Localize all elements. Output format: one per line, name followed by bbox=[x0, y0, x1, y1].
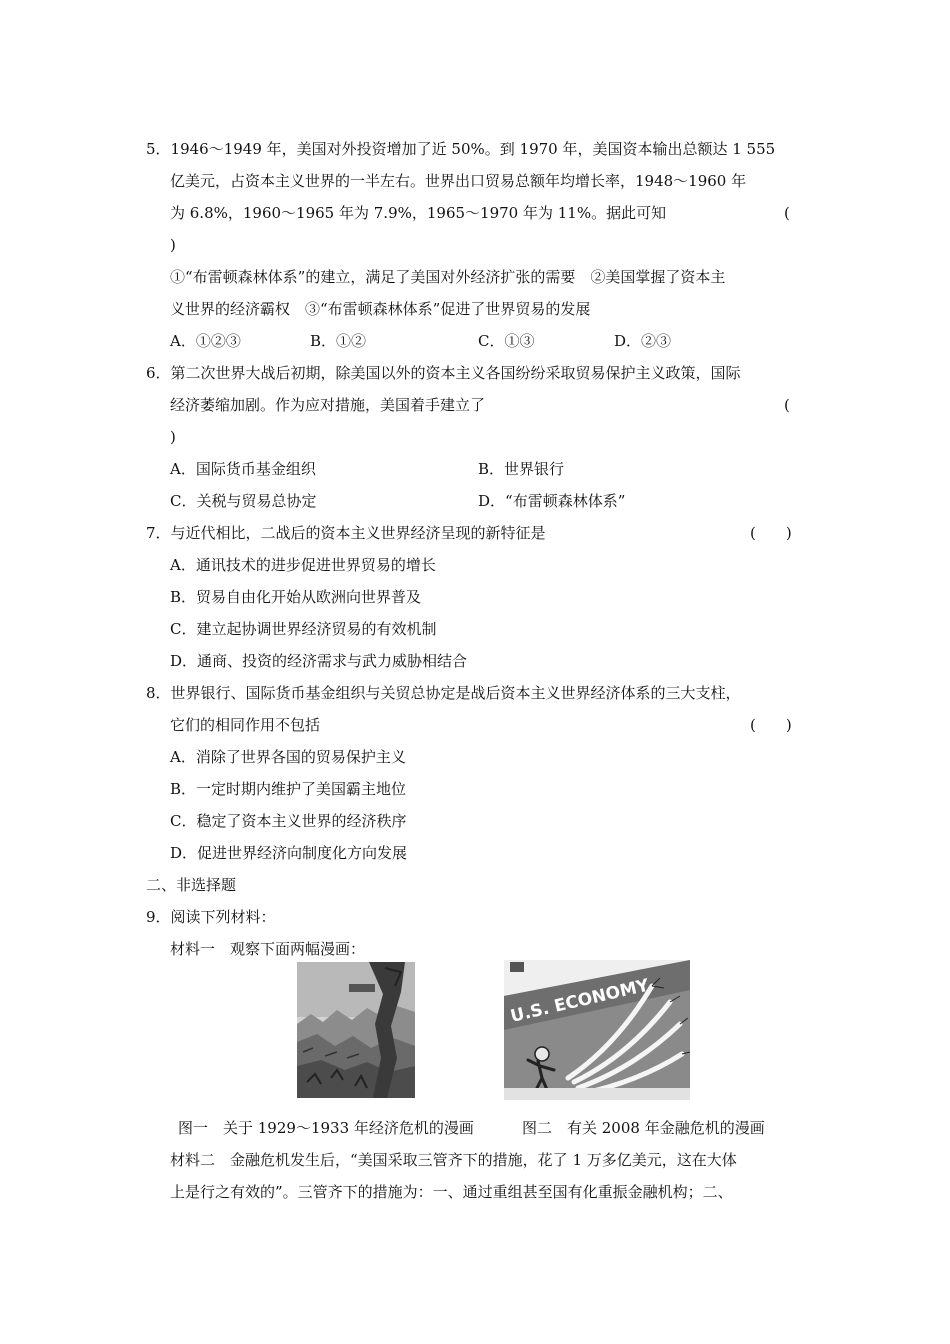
q8-line-1: 8．世界银行、国际货币基金组织与关贸总协定是战后资本主义世界经济体系的三大支柱， bbox=[146, 684, 741, 702]
q6-option-a: A．国际货币基金组织 bbox=[170, 460, 316, 478]
q7-line-1: 7．与近代相比，二战后的资本主义世界经济呈现的新特征是 bbox=[146, 524, 546, 542]
q6-line-2: 经济萎缩加剧。作为应对措施，美国着手建立了 bbox=[170, 396, 486, 414]
cartoon-2008-caption-text: U.S. ECONOMY bbox=[508, 975, 651, 1027]
q5-statement-line-1: ①“布雷顿森林体系”的建立，满足了美国对外经济扩张的需要 ②美国掌握了资本主 bbox=[170, 268, 726, 286]
q7-option-d: D．通商、投资的经济需求与武力威胁相结合 bbox=[170, 652, 468, 670]
cartoon-1929-image bbox=[297, 962, 415, 1098]
q8-option-a: A．消除了世界各国的贸易保护主义 bbox=[170, 748, 406, 766]
q8-line-2: 它们的相同作用不包括 bbox=[170, 716, 321, 734]
q6-paren-open: ( bbox=[784, 396, 790, 414]
figure-2-caption: 图二 有关 2008 年金融危机的漫画 bbox=[522, 1119, 765, 1137]
q5-statement-line-2: 义世界的经济霸权 ③“布雷顿森林体系”促进了世界贸易的发展 bbox=[170, 300, 591, 318]
q5-line-2: 亿美元，占资本主义世界的一半左右。世界出口贸易总额年均增长率，1948～1960 年 bbox=[170, 172, 747, 190]
q5-paren-open: ( bbox=[784, 204, 790, 222]
q6-option-b: B．世界银行 bbox=[478, 460, 565, 478]
q6-option-c: C．关税与贸易总协定 bbox=[170, 492, 317, 510]
q8-answer-paren: ( ) bbox=[750, 716, 792, 734]
q7-option-a: A．通讯技术的进步促进世界贸易的增长 bbox=[170, 556, 436, 574]
q5-option-c: C．①③ bbox=[478, 332, 535, 350]
q6-paren-close: ) bbox=[170, 428, 176, 446]
q5-option-d: D．②③ bbox=[614, 332, 672, 350]
q7-option-b: B．贸易自由化开始从欧洲向世界普及 bbox=[170, 588, 422, 606]
q5-paren-close: ) bbox=[170, 236, 176, 254]
q6-line-1: 6．第二次世界大战后初期，除美国以外的资本主义各国纷纷采取贸易保护主义政策，国际 bbox=[146, 364, 741, 382]
q9-material-2-line-2: 上是行之有效的”。三管齐下的措施为：一、通过重组甚至国有化重振金融机构；二、 bbox=[170, 1183, 733, 1201]
q6-option-d: D．“布雷顿森林体系” bbox=[478, 492, 626, 510]
cartoon-2008-image bbox=[504, 960, 690, 1100]
q8-option-b: B．一定时期内维护了美国霸主地位 bbox=[170, 780, 407, 798]
q9-material-2-line-1: 材料二 金融危机发生后，“美国采取三管齐下的措施，花了 1 万多亿美元，这在大体 bbox=[170, 1151, 737, 1169]
q5-line-1: 5．1946～1949 年，美国对外投资增加了近 50%。到 1970 年，美国资本输出总额达 1 555 bbox=[146, 140, 776, 158]
figure-1-caption: 图一 关于 1929～1933 年经济危机的漫画 bbox=[178, 1119, 474, 1137]
q5-option-b: B．①② bbox=[310, 332, 367, 350]
q8-option-c: C．稳定了资本主义世界的经济秩序 bbox=[170, 812, 407, 830]
q9-line-1: 9．阅读下列材料： bbox=[146, 908, 276, 926]
q7-option-c: C．建立起协调世界经济贸易的有效机制 bbox=[170, 620, 437, 638]
q5-option-a: A．①②③ bbox=[170, 332, 241, 350]
q7-answer-paren: ( ) bbox=[750, 524, 792, 542]
section-heading: 二、非选择题 bbox=[146, 876, 237, 894]
q5-line-3: 为 6.8%，1960～1965 年为 7.9%，1965～1970 年为 11%。据此可知 bbox=[170, 204, 667, 222]
q9-material-1-label: 材料一 观察下面两幅漫画： bbox=[170, 940, 366, 958]
q8-option-d: D．促进世界经济向制度化方向发展 bbox=[170, 844, 408, 862]
